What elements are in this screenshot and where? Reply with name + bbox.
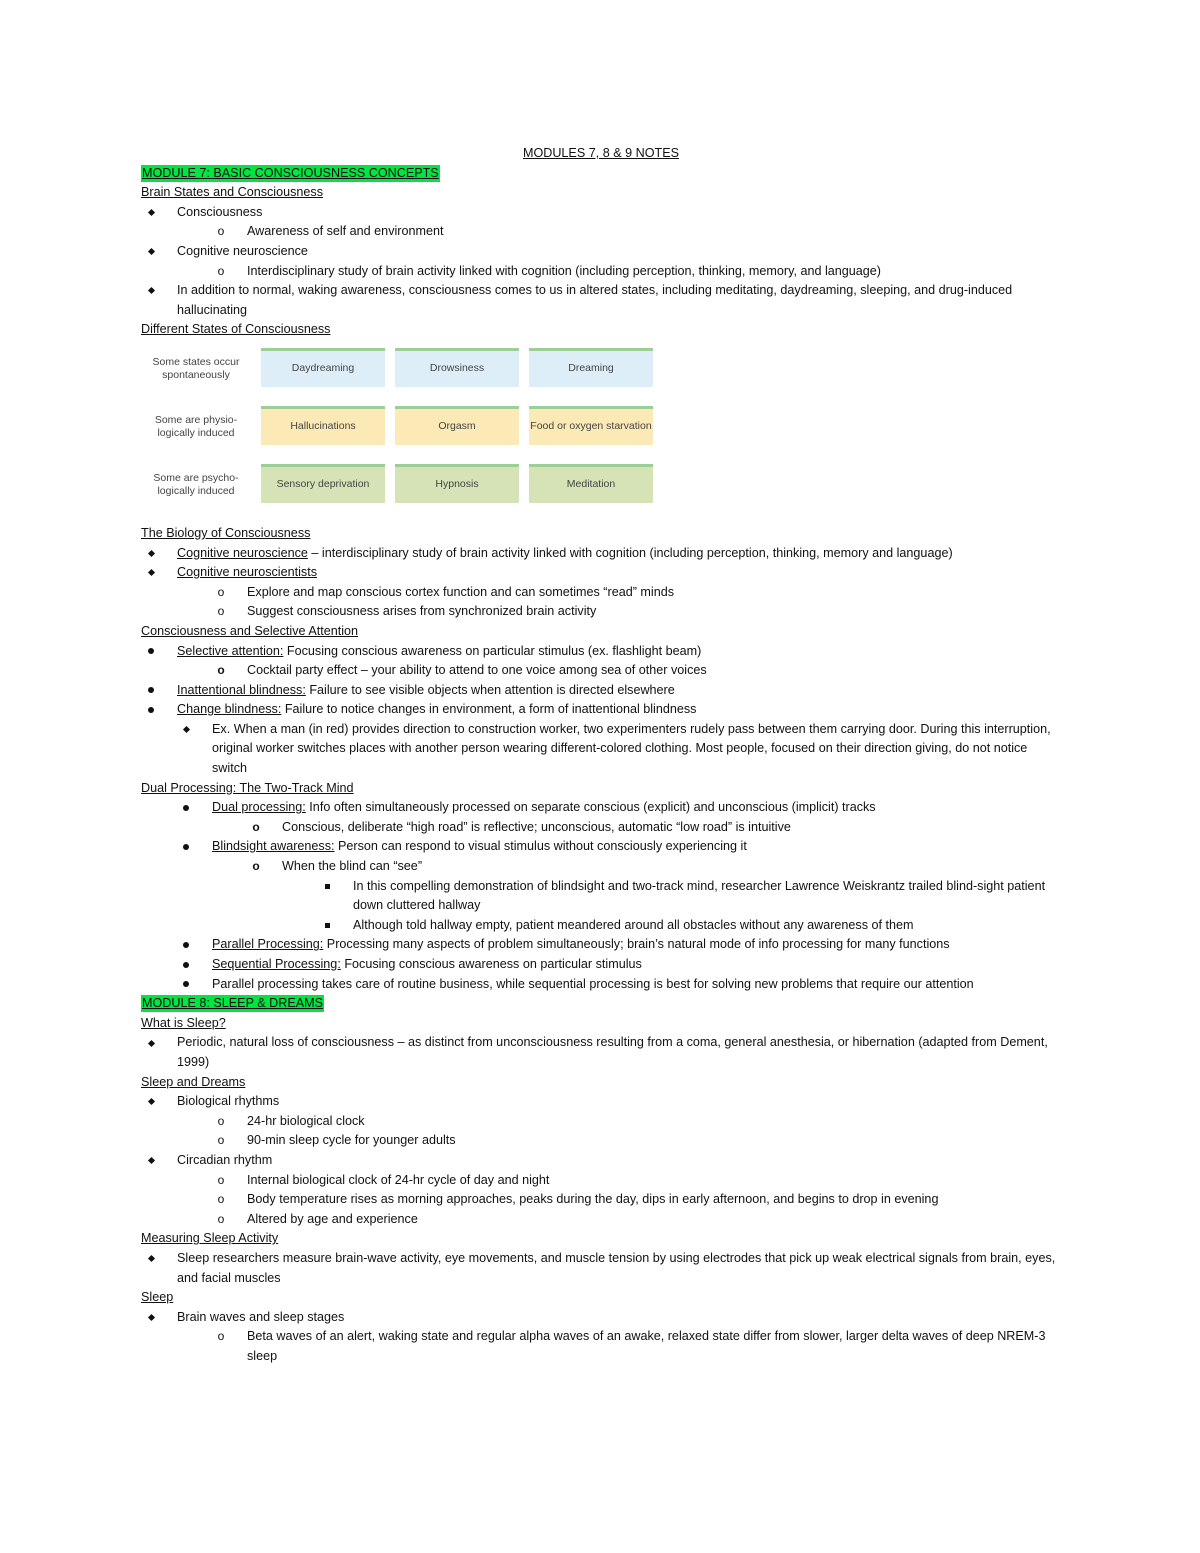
bullet-icon	[176, 935, 196, 955]
circle-bullet-icon: o	[217, 1192, 225, 1207]
list-item: o When the blind can “see”	[141, 857, 1061, 877]
bullet-icon	[176, 798, 196, 818]
bullet-icon	[141, 1308, 161, 1328]
list-item: Biological rhythms	[141, 1092, 1061, 1112]
figure-box: Daydreaming	[261, 348, 385, 387]
circle-bullet-icon: o	[217, 1133, 225, 1148]
list-item: Parallel processing takes care of routine business, while sequential processing is best for solving new problems that require our attention	[141, 975, 1061, 995]
bullet-icon	[141, 544, 161, 564]
circle-bullet-icon: o	[217, 224, 225, 239]
figure-box: Hallucinations	[261, 406, 385, 445]
list-item: Blindsight awareness: Person can respond to visual stimulus without consciously experiencing it	[141, 837, 1061, 857]
list-item: Periodic, natural loss of consciousness – as distinct from unconsciousness resulting from a coma, general anesthesia, or hibernation (adapted from Dement, 1999)	[141, 1033, 1061, 1072]
figure-box: Meditation	[529, 464, 653, 503]
circle-bullet-icon: o	[217, 584, 225, 599]
list-item: o Internal biological clock of 24-hr cycle of day and night	[141, 1171, 1061, 1191]
circle-bullet-icon: o	[217, 1329, 225, 1344]
list-item: In addition to normal, waking awareness, consciousness comes to us in altered states, including meditating, daydreaming, sleeping, and drug-induced hallucinating	[141, 281, 1061, 320]
bullet-icon	[141, 281, 161, 301]
list-item: Brain waves and sleep stages	[141, 1308, 1061, 1328]
list-item: Ex. When a man (in red) provides direction to construction worker, two experimenters rudely pass between them carrying door. During this interruption, original worker switches places with another person wearing different-colored clothing. Most people, focused on their direction giving, do not notice switch	[141, 720, 1061, 779]
section-heading: The Biology of Consciousness	[141, 525, 311, 540]
list-item: Dual processing: Info often simultaneously processed on separate conscious (explicit) and unconscious (implicit) tracks	[141, 798, 1061, 818]
figure-box: Dreaming	[529, 348, 653, 387]
bullet-icon	[176, 955, 196, 975]
figure-box: Sensory deprivation	[261, 464, 385, 503]
section-heading: Measuring Sleep Activity	[141, 1231, 279, 1246]
section-heading: Consciousness and Selective Attention	[141, 623, 359, 638]
list-item: Consciousness	[141, 203, 1061, 223]
circle-bullet-icon: o	[217, 1211, 225, 1226]
list-item: In this compelling demonstration of blindsight and two-track mind, researcher Lawrence Weiskrantz trailed blind-sight patient down cluttered hallway	[141, 877, 1061, 916]
bullet-icon	[141, 700, 161, 720]
list-item: o Awareness of self and environment	[141, 222, 1061, 242]
bullet-icon	[141, 1033, 161, 1053]
list-item: Selective attention: Focusing conscious awareness on particular stimulus (ex. flashlight beam)	[141, 642, 1061, 662]
list-item: Change blindness: Failure to notice changes in environment, a form of inattentional blindness	[141, 700, 1061, 720]
figure-box: Hypnosis	[395, 464, 519, 503]
list-item: o Suggest consciousness arises from synchronized brain activity	[141, 602, 1061, 622]
row-label: Some are psycho-logically induced	[153, 471, 239, 497]
circle-bullet-icon: o	[217, 663, 225, 678]
bullet-icon	[141, 242, 161, 262]
list-item: o Altered by age and experience	[141, 1210, 1061, 1230]
bullet-icon	[141, 681, 161, 701]
bullet-icon	[141, 563, 161, 583]
module-8-heading: MODULE 8: SLEEP & DREAMS	[142, 996, 324, 1011]
bullet-icon	[141, 1249, 161, 1269]
bullet-icon	[176, 837, 196, 857]
list-item: o Cocktail party effect – your ability to attend to one voice among sea of other voices	[141, 661, 1061, 681]
row-label: Some are physio-logically induced	[154, 413, 238, 439]
square-bullet-icon	[317, 877, 337, 897]
bullet-icon	[176, 975, 196, 995]
list-item: o Beta waves of an alert, waking state and regular alpha waves of an awake, relaxed state differ from slower, larger delta waves of deep NREM-3 sleep	[141, 1327, 1061, 1366]
document-page	[141, 144, 1061, 1366]
figure-box: Orgasm	[395, 406, 519, 445]
list-item: Sleep researchers measure brain-wave activity, eye movements, and muscle tension by using electrodes that pick up weak electrical signals from brain, eyes, and facial muscles	[141, 1249, 1061, 1288]
list-item: Cognitive neuroscience	[141, 242, 1061, 262]
circle-bullet-icon: o	[217, 1172, 225, 1187]
module-7-heading: MODULE 7: BASIC CONSCIOUSNESS CONCEPTS	[142, 165, 439, 180]
row-label: Some states occur spontaneously	[152, 355, 240, 381]
bullet-icon	[141, 203, 161, 223]
section-heading: What is Sleep?	[141, 1015, 226, 1030]
figure-box: Drowsiness	[395, 348, 519, 387]
page-title: MODULES 7, 8 & 9 NOTES	[522, 146, 680, 160]
bullet-icon	[176, 720, 196, 740]
bullet-icon	[141, 642, 161, 662]
circle-bullet-icon: o	[252, 859, 260, 874]
states-figure	[141, 346, 661, 512]
circle-bullet-icon: o	[217, 263, 225, 278]
list-item: o 90-min sleep cycle for younger adults	[141, 1131, 1061, 1151]
figure-box: Food or oxygen starvation	[529, 406, 653, 445]
list-item: o 24-hr biological clock	[141, 1112, 1061, 1132]
list-item: o Conscious, deliberate “high road” is reflective; unconscious, automatic “low road” is intuitive	[141, 818, 1061, 838]
list-item: Cognitive neuroscience – interdisciplinary study of brain activity linked with cognition (including perception, thinking, memory and language)	[141, 544, 1061, 564]
list-item: Cognitive neuroscientists	[141, 563, 1061, 583]
list-item: Inattentional blindness: Failure to see visible objects when attention is directed elsewhere	[141, 681, 1061, 701]
square-bullet-icon	[317, 916, 337, 936]
circle-bullet-icon: o	[252, 819, 260, 834]
list-item: o Body temperature rises as morning approaches, peaks during the day, dips in early afternoon, and begins to drop in evening	[141, 1190, 1061, 1210]
bullet-icon	[141, 1092, 161, 1112]
list-item: Although told hallway empty, patient meandered around all obstacles without any awareness of them	[141, 916, 1061, 936]
section-heading: Different States of Consciousness	[141, 322, 331, 337]
list-item: Parallel Processing: Processing many aspects of problem simultaneously; brain’s natural mode of info processing for many functions	[141, 935, 1061, 955]
list-item: o Interdisciplinary study of brain activity linked with cognition (including perception, thinking, memory, and language)	[141, 262, 1061, 282]
list-item: Sequential Processing: Focusing conscious awareness on particular stimulus	[141, 955, 1061, 975]
list-item: Circadian rhythm	[141, 1151, 1061, 1171]
section-heading: Dual Processing: The Two-Track Mind	[141, 780, 354, 795]
section-heading: Sleep	[141, 1290, 174, 1305]
list-item: o Explore and map conscious cortex function and can sometimes “read” minds	[141, 583, 1061, 603]
circle-bullet-icon: o	[217, 1113, 225, 1128]
bullet-icon	[141, 1151, 161, 1171]
section-heading: Sleep and Dreams	[141, 1074, 246, 1089]
section-heading: Brain States and Consciousness	[141, 185, 324, 200]
circle-bullet-icon: o	[217, 604, 225, 619]
